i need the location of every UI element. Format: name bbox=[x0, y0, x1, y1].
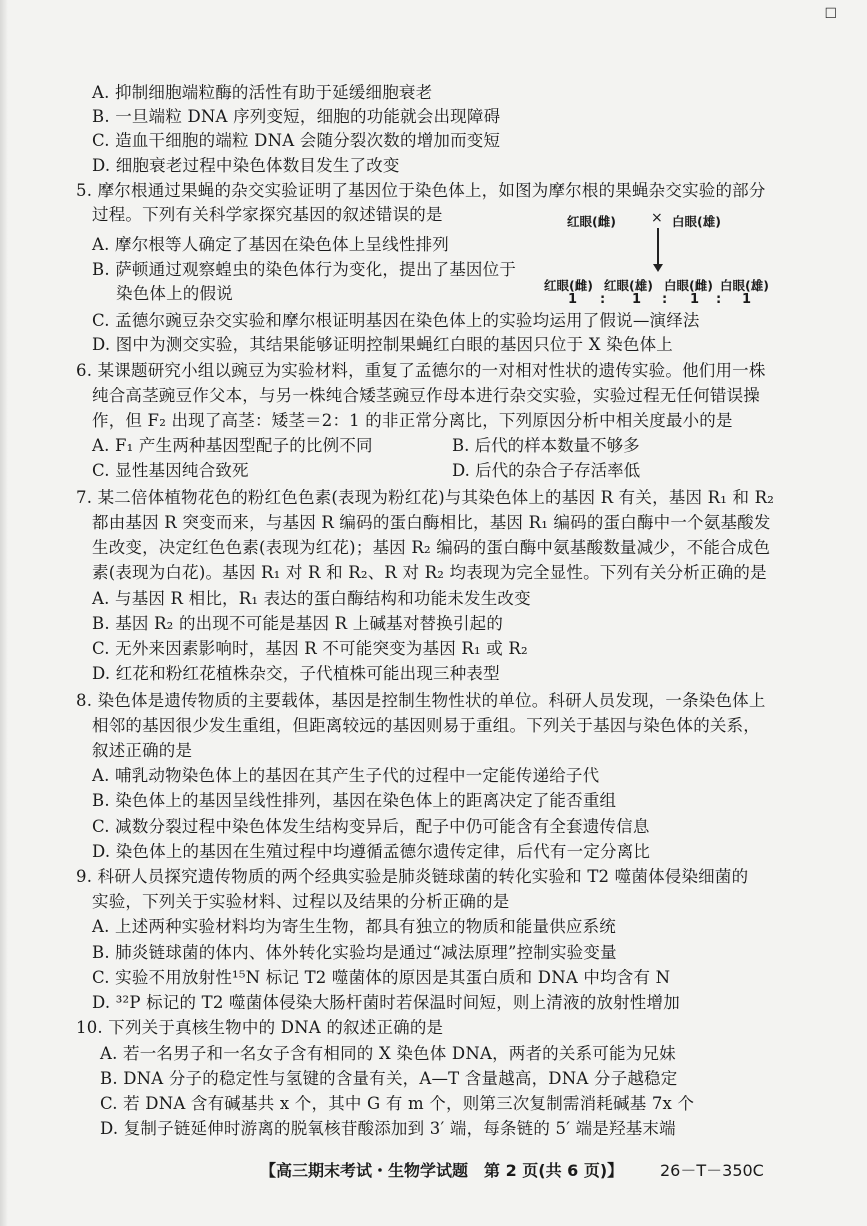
ratio-value: 1 bbox=[690, 292, 700, 307]
q8-stem-1: 8. 染色体是遗传物质的主要载体，基因是控制生物性状的单位。科研人员发现，一条染色体上 bbox=[76, 691, 766, 710]
q5-option-a: A. 摩尔根等人确定了基因在染色体上呈线性排列 bbox=[92, 235, 450, 254]
q6-stem-1: 6. 某课题研究小组以豌豆为实验材料，重复了孟德尔的一对相对性状的遗传实验。他们用一株 bbox=[76, 361, 766, 380]
q7-stem-2: 都由基因 R 突变而来，与基因 R 编码的蛋白酶相比，基因 R₁ 编码的蛋白酶中一个氨基酸发 bbox=[92, 513, 771, 532]
q9-option-b: B. 肺炎链球菌的体内、体外转化实验均是通过“减法原理”控制实验变量 bbox=[92, 943, 617, 962]
q6-option-d: D. 后代的杂合子存活率低 bbox=[452, 461, 641, 480]
offspring-label: 白眼(雌) bbox=[664, 278, 713, 293]
q7-option-b: B. 基因 R₂ 的出现不可能是基因 R 上碱基对替换引起的 bbox=[92, 614, 504, 633]
ratio-sep: : bbox=[600, 292, 606, 307]
down-arrow-icon bbox=[657, 228, 659, 270]
q6-option-b: B. 后代的样本数量不够多 bbox=[452, 436, 640, 455]
q4-option-a: A. 抑制细胞端粒酶的活性有助于延缓细胞衰老 bbox=[92, 83, 433, 102]
q7-stem-4: 素(表现为白花)。基因 R₁ 对 R 和 R₂、R 对 R₂ 均表现为完全显性。下列有关分析正确的是 bbox=[92, 563, 767, 582]
q9-option-d: D. ³²P 标记的 T2 噬菌体侵染大肠杆菌时若保温时间短，则上清液的放射性增加 bbox=[92, 993, 680, 1012]
q10-option-a: A. 若一名男子和一名女子含有相同的 X 染色体 DNA，两者的关系可能为兄妹 bbox=[100, 1044, 676, 1063]
q7-stem-1: 7. 某二倍体植物花色的粉红色色素(表现为粉红花)与其染色体上的基因 R 有关，基因 R₁ 和 R₂ bbox=[76, 488, 775, 507]
q8-option-d: D. 染色体上的基因在生殖过程中均遵循孟德尔遗传定律，后代有一定分离比 bbox=[92, 842, 651, 861]
q6-stem-3: 作，但 F₂ 出现了高茎：矮茎＝2：1 的非正常分离比，下列原因分析中相关度最小的是 bbox=[92, 411, 733, 430]
exam-code: 26－T－350C bbox=[660, 1161, 764, 1180]
q5-option-b-line2: 染色体上的假说 bbox=[116, 284, 233, 303]
q4-option-c: C. 造血干细胞的端粒 DNA 会随分裂次数的增加而变短 bbox=[92, 131, 501, 150]
q4-option-d: D. 细胞衰老过程中染色体数目发生了改变 bbox=[92, 156, 400, 175]
q5-stem-1: 5. 摩尔根通过果蝇的杂交实验证明了基因位于染色体上，如图为摩尔根的果蝇杂交实验的部分 bbox=[76, 181, 766, 200]
ratio-value: 1 bbox=[742, 292, 752, 307]
q5-option-d: D. 图中为测交实验，其结果能够证明控制果蝇红白眼的基因只位于 X 染色体上 bbox=[92, 335, 673, 354]
ratio-value: 1 bbox=[568, 292, 578, 307]
parent-male-label: 白眼(雄) bbox=[672, 214, 721, 229]
q9-stem-1: 9. 科研人员探究遗传物质的两个经典实验是肺炎链球菌的转化实验和 T2 噬菌体侵染细菌的 bbox=[76, 867, 749, 886]
q6-option-c: C. 显性基因纯合致死 bbox=[92, 461, 249, 480]
q8-stem-2: 相邻的基因很少发生重组，但距离较远的基因则易于重组。下列关于基因与染色体的关系， bbox=[92, 716, 760, 735]
q5-option-c: C. 孟德尔豌豆杂交实验和摩尔根证明基因在染色体上的实验均运用了假说—演绎法 bbox=[92, 311, 700, 330]
q10-option-c: C. 若 DNA 含有碱基共 x 个，其中 G 有 m 个，则第三次复制需消耗碱基 7x 个 bbox=[100, 1094, 695, 1113]
ratio-value: 1 bbox=[632, 292, 642, 307]
q9-option-c: C. 实验不用放射性¹⁵N 标记 T2 噬菌体的原因是其蛋白质和 DNA 中均含有 N bbox=[92, 968, 671, 987]
q10-stem: 10. 下列关于真核生物中的 DNA 的叙述正确的是 bbox=[76, 1018, 444, 1037]
q9-stem-2: 实验，下列关于实验材料、过程以及结果的分析正确的是 bbox=[92, 892, 510, 911]
q10-option-d: D. 复制子链延伸时游离的脱氧核苷酸添加到 3′ 端，每条链的 5′ 端是羟基末端 bbox=[100, 1119, 676, 1138]
q10-option-b: B. DNA 分子的稳定性与氢键的含量有关，A—T 含量越高，DNA 分子越稳定 bbox=[100, 1069, 678, 1088]
q6-stem-2: 纯合高茎豌豆作父本，与另一株纯合矮茎豌豆作母本进行杂交实验，实验过程无任何错误操 bbox=[92, 386, 760, 405]
parent-female-label: 红眼(雌) bbox=[567, 214, 616, 229]
scan-edge bbox=[0, 0, 8, 1226]
ratio-sep: : bbox=[662, 292, 668, 307]
offspring-label: 红眼(雄) bbox=[604, 278, 653, 293]
q8-stem-3: 叙述正确的是 bbox=[92, 741, 193, 760]
q5-option-b-line1: B. 萨顿通过观察蝗虫的染色体行为变化，提出了基因位于 bbox=[92, 260, 517, 279]
q6-option-a: A. F₁ 产生两种基因型配子的比例不同 bbox=[92, 436, 373, 455]
offspring-label: 白眼(雄) bbox=[720, 278, 769, 293]
q7-option-a: A. 与基因 R 相比，R₁ 表达的蛋白酶结构和功能未发生改变 bbox=[92, 589, 531, 608]
q8-option-a: A. 哺乳动物染色体上的基因在其产生子代的过程中一定能传递给子代 bbox=[92, 766, 600, 785]
q8-option-b: B. 染色体上的基因呈线性排列，基因在染色体上的距离决定了能否重组 bbox=[92, 791, 617, 810]
q9-option-a: A. 上述两种实验材料均为寄生生物，都具有独立的物质和能量供应系统 bbox=[92, 917, 617, 936]
page-footer: 【高三期末考试・生物学试题 第 2 页(共 6 页)】 bbox=[260, 1161, 624, 1180]
q7-option-c: C. 无外来因素影响时，基因 R 不可能突变为基因 R₁ 或 R₂ bbox=[92, 639, 528, 658]
cross-symbol: × bbox=[651, 210, 663, 226]
q7-stem-3: 生改变，决定红色色素(表现为红花)；基因 R₂ 编码的蛋白酶中氨基酸数量减少，不能合成色 bbox=[92, 538, 771, 557]
q5-stem-2: 过程。下列有关科学家探究基因的叙述错误的是 bbox=[92, 205, 443, 224]
q8-option-c: C. 减数分裂过程中染色体发生结构变异后，配子中仍可能含有全套遗传信息 bbox=[92, 817, 650, 836]
q4-option-b: B. 一旦端粒 DNA 序列变短，细胞的功能就会出现障碍 bbox=[92, 107, 501, 126]
q7-option-d: D. 红花和粉红花植株杂交，子代植株可能出现三种表型 bbox=[92, 664, 500, 683]
ratio-sep: : bbox=[716, 292, 722, 307]
corner-mark: ☐ bbox=[824, 6, 837, 22]
offspring-label: 红眼(雌) bbox=[544, 278, 593, 293]
